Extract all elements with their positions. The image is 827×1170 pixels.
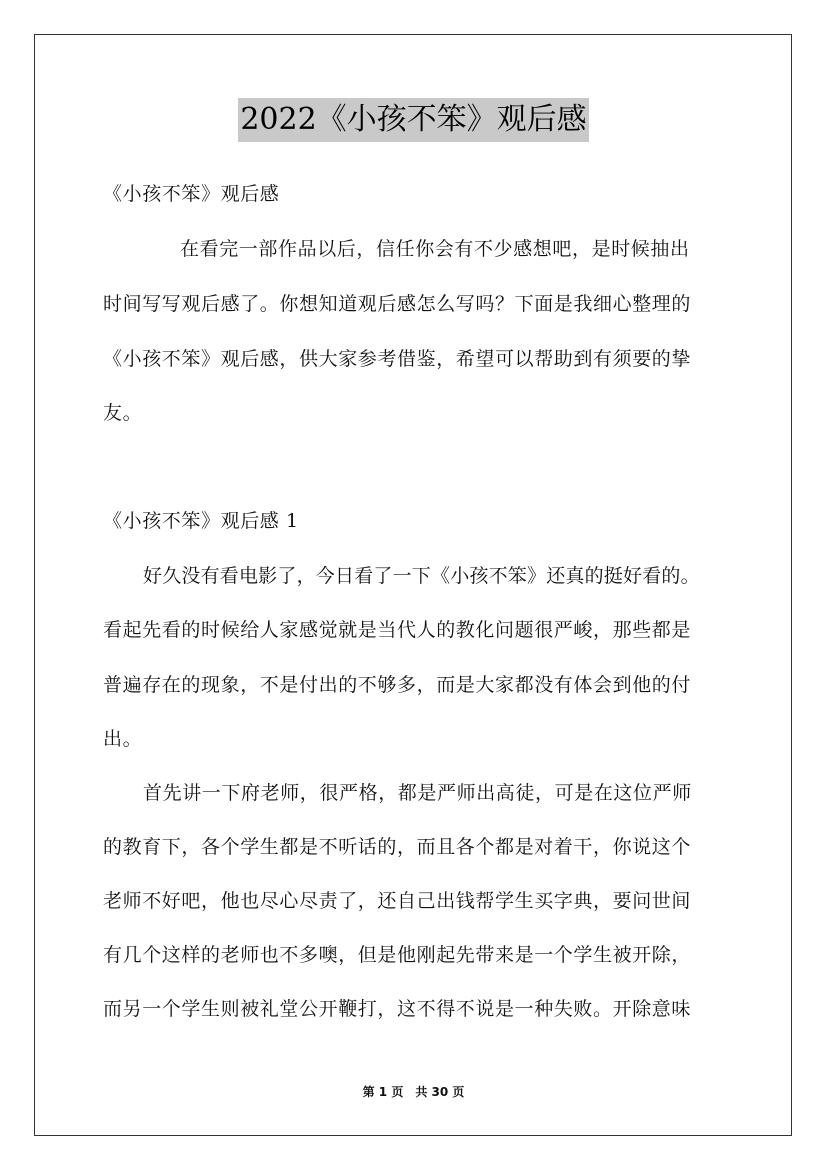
body-line-8: 有几个这样的老师也不多噢，但是他刚起先带来是一个学生被开除， bbox=[103, 944, 692, 966]
body-line-2: 看起先看的时候给人家感觉就是当代人的教化问题很严峻，那些都是 bbox=[103, 619, 692, 641]
body-line-9: 而另一个学生则被礼堂公开鞭打，这不得不说是一种失败。开除意味 bbox=[103, 998, 692, 1020]
document-title: 2022《小孩不笨》观后感 bbox=[238, 98, 588, 142]
page-number-footer: 第 1 页 共 30 页 bbox=[362, 1085, 465, 1099]
body-line-5: 首先讲一下府老师，很严格，都是严师出高徒，可是在这位严师 bbox=[143, 782, 692, 804]
intro-line-1: 在看完一部作品以后，信任你会有不少感想吧，是时候抽出 bbox=[180, 238, 690, 260]
intro-line-3: 《小孩不笨》观后感，供大家参考借鉴，希望可以帮助到有须要的挚 bbox=[103, 348, 692, 370]
body-line-7: 老师不好吧，他也尽心尽责了，还自己出钱帮学生买字典，要问世间 bbox=[103, 890, 692, 912]
section-heading: 《小孩不笨》观后感 1 bbox=[103, 510, 299, 532]
intro-heading: 《小孩不笨》观后感 bbox=[103, 183, 280, 205]
body-line-3: 普遍存在的现象，不是付出的不够多，而是大家都没有体会到他的付 bbox=[103, 674, 692, 696]
body-line-1: 好久没有看电影了，今日看了一下《小孩不笨》还真的挺好看的。 bbox=[143, 565, 700, 587]
intro-line-2: 时间写写观后感了。你想知道观后感怎么写吗？下面是我细心整理的 bbox=[103, 293, 692, 315]
title-container bbox=[0, 98, 827, 142]
body-line-6: 的教育下，各个学生都是不听话的，而且各个都是对着干，你说这个 bbox=[103, 836, 692, 858]
intro-line-4: 友。 bbox=[103, 402, 143, 424]
body-line-4: 出。 bbox=[103, 728, 143, 750]
